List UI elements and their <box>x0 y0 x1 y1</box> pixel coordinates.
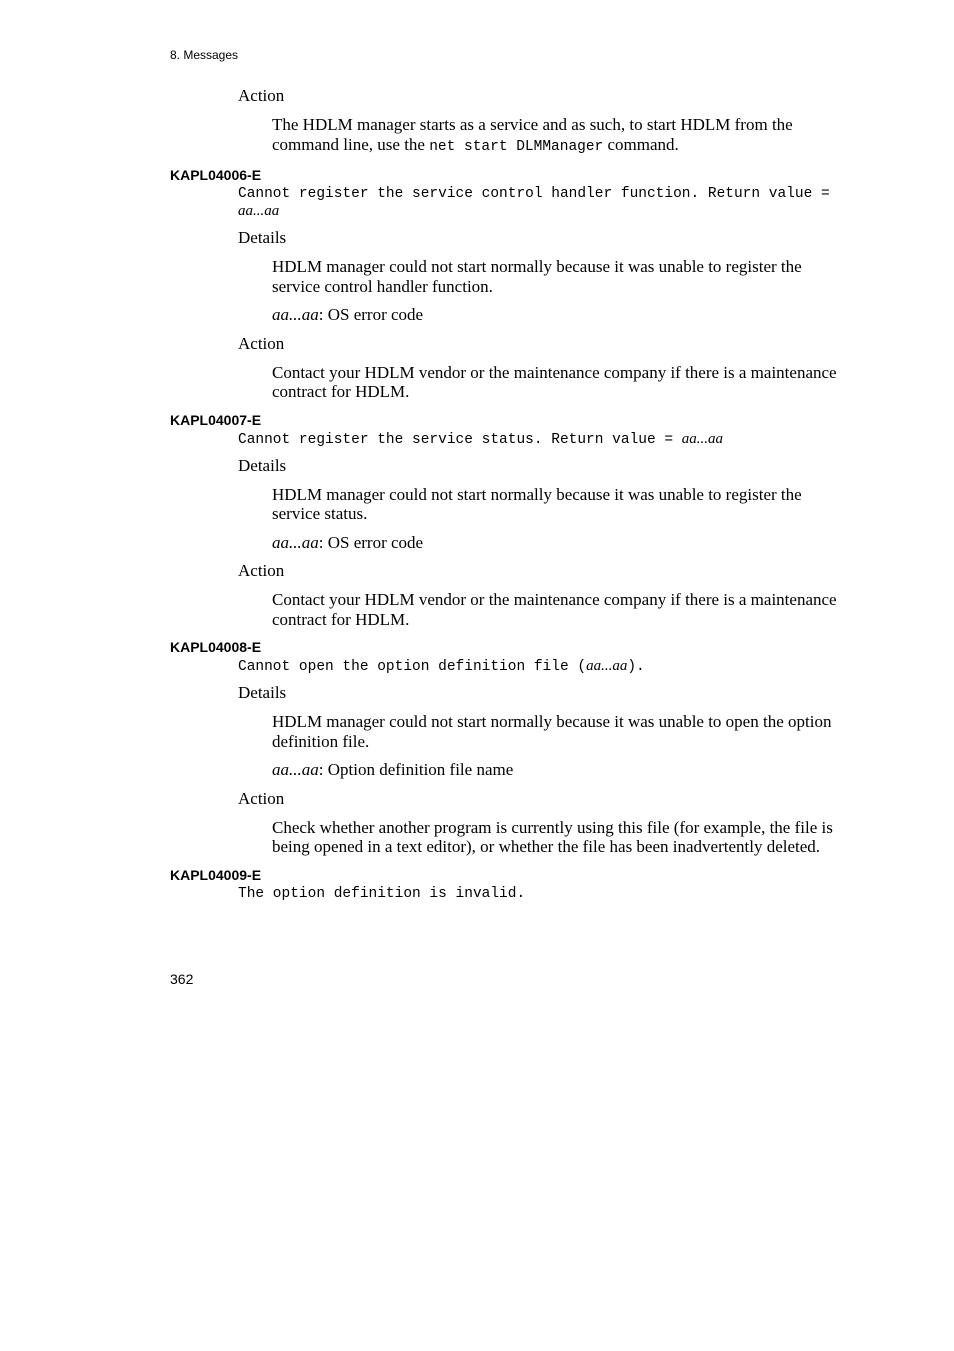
page-content <box>170 86 850 910</box>
action-label: Action <box>238 86 285 105</box>
message-text-body: Cannot open the option definition file ( <box>238 659 587 675</box>
details-label: Details <box>238 683 287 702</box>
variable-description <box>272 760 840 780</box>
action-label: Action <box>238 333 285 353</box>
message-text <box>238 658 838 676</box>
action-paragraph: Check whether another program is currently using this file (for example, the file is being opened in a text editor), or whether the file has been inadvertently deleted. <box>272 817 833 856</box>
details-label: Details <box>238 228 287 247</box>
details-paragraph: HDLM manager could not start normally because it was unable to register the service control handler function. <box>272 257 802 296</box>
message-text-body: Cannot register the service control handler function. Return value = <box>238 186 830 202</box>
command-code: net start DLMManager <box>429 138 604 155</box>
variable-name: aa...aa <box>272 760 319 779</box>
message-id: KAPL04007-E <box>170 411 262 428</box>
message-variable: aa...aa <box>238 203 280 219</box>
action-paragraph: Contact your HDLM vendor or the maintenance company if there is a maintenance contract for HDLM. <box>272 590 837 629</box>
page-number: 362 <box>170 971 194 987</box>
message-variable: aa...aa <box>681 430 724 447</box>
message-text <box>238 431 838 449</box>
action-text-before: The HDLM manager starts as a service and as such, to start HDLM from the command line, use the <box>272 115 793 154</box>
action-paragraph: Contact your HDLM vendor or the maintenance company if there is a maintenance contract for HDLM. <box>272 362 837 401</box>
variable-desc: : OS error code <box>318 532 424 552</box>
action-paragraph <box>272 115 840 157</box>
message-id: KAPL04008-E <box>170 639 262 655</box>
message-text-body: Cannot register the service status. Return value = <box>238 431 682 448</box>
running-header: 8. Messages <box>170 48 239 62</box>
variable-description <box>272 533 840 553</box>
action-label: Action <box>238 788 285 808</box>
variable-name: aa...aa <box>272 305 319 324</box>
variable-desc: : OS error code <box>318 305 424 324</box>
message-text <box>238 186 838 221</box>
variable-desc: : Option definition file name <box>318 760 514 779</box>
message-id: KAPL04009-E <box>170 866 262 883</box>
variable-name: aa...aa <box>272 532 319 552</box>
action-text-after: command. <box>603 134 679 154</box>
action-label: Action <box>238 561 285 580</box>
message-text-suffix: ). <box>627 659 645 675</box>
message-variable: aa...aa <box>586 658 628 674</box>
variable-description <box>272 305 840 325</box>
details-paragraph: HDLM manager could not start normally because it was unable to open the option definition file. <box>272 712 832 751</box>
details-label: Details <box>238 455 287 475</box>
message-id: KAPL04006-E <box>170 167 262 183</box>
message-text: The option definition is invalid. <box>238 885 526 902</box>
details-paragraph: HDLM manager could not start normally because it was unable to register the service status. <box>272 484 802 523</box>
